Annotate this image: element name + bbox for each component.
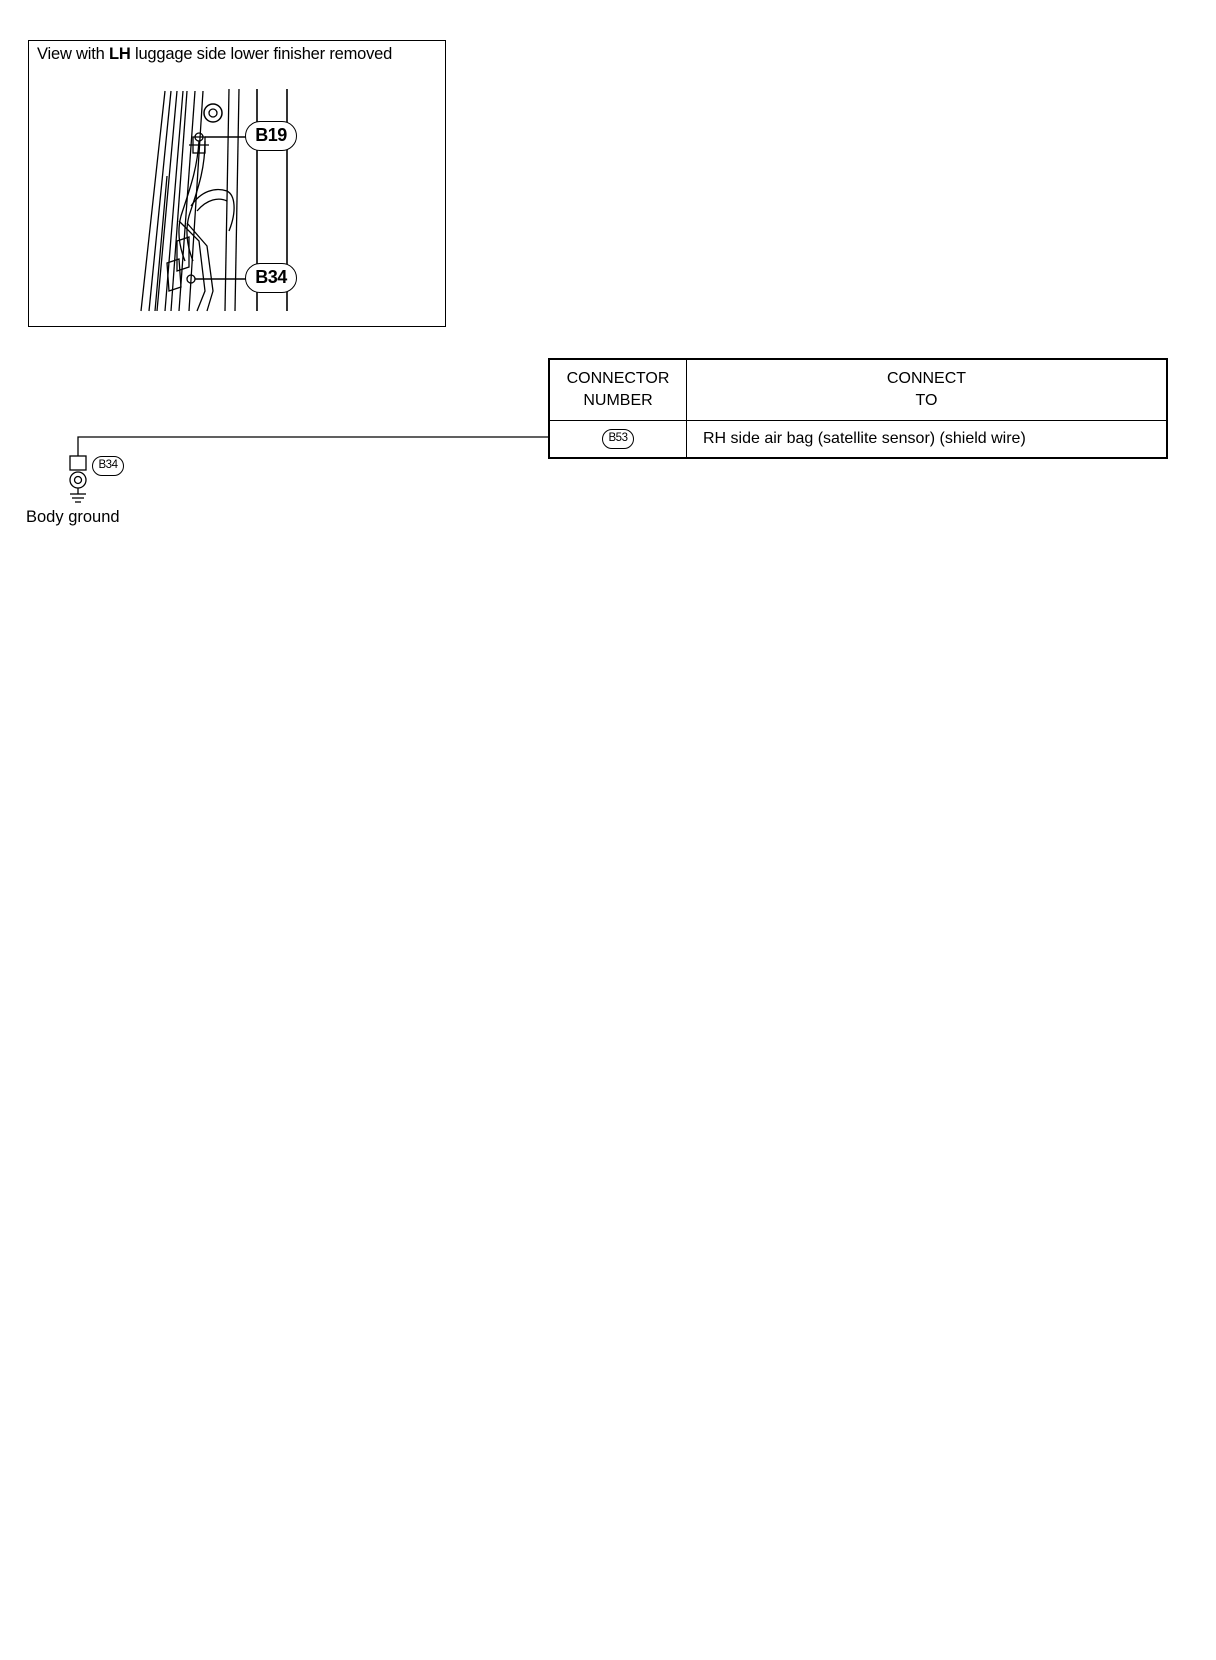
connector-number-badge: B53	[602, 429, 634, 449]
ground-label: Body ground	[26, 508, 120, 526]
table-header-row	[549, 359, 1167, 421]
ground-eyelet-icon	[70, 472, 86, 488]
view-title-side: LH	[108, 45, 131, 63]
connector-table	[548, 358, 1168, 459]
header-connector-number: CONNECTOR NUMBER	[549, 359, 687, 421]
header-connect-to: CONNECT TO	[687, 359, 1168, 421]
connector-number-cell	[549, 421, 687, 459]
view-title: View with LH luggage side lower finisher removed	[37, 45, 393, 63]
ground-connector-terminal-icon	[70, 456, 86, 470]
callout-b19: B19	[245, 121, 297, 151]
callout-b34: B34	[245, 263, 297, 293]
ground-wiring-diagram	[0, 0, 1216, 560]
shield-wire-line	[78, 437, 548, 456]
connect-to-cell: RH side air bag (satellite sensor) (shield wire)	[687, 421, 1168, 459]
table-row	[549, 421, 1167, 459]
ground-connector-badge: B34	[92, 456, 124, 476]
